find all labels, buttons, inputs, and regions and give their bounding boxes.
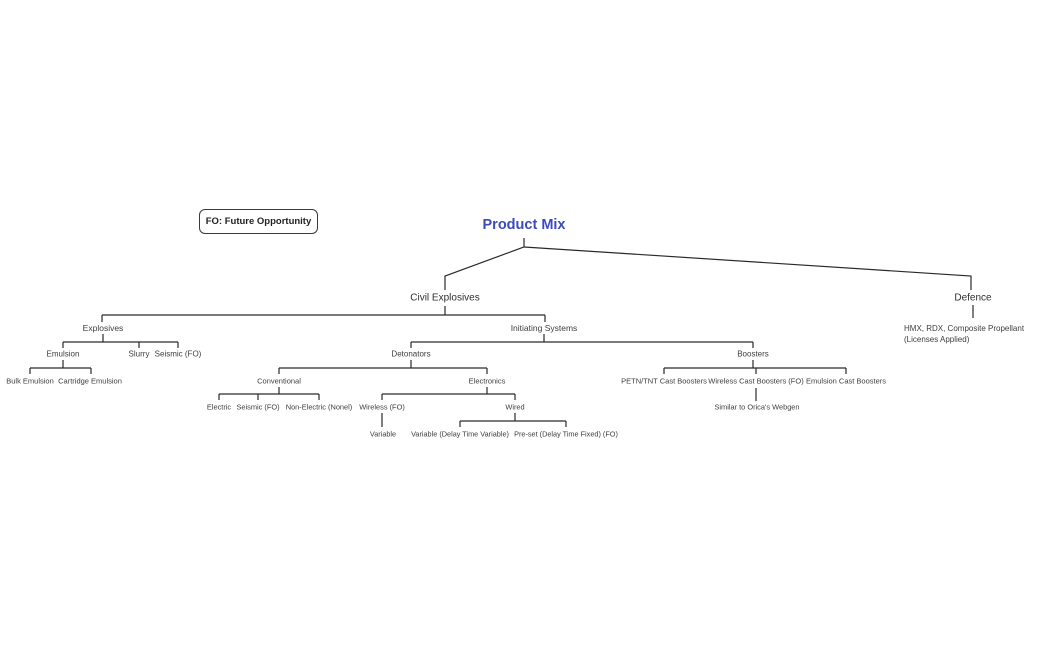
node-product-mix: Product Mix: [482, 217, 566, 233]
node-explosives: Explosives: [82, 323, 124, 333]
connector-root-to-defence: [524, 247, 971, 290]
legend-label: FO: Future Opportunity: [205, 216, 312, 227]
node-electric: Electric: [206, 402, 232, 412]
connector-root-to-civil: [445, 238, 524, 290]
node-wired: Wired: [505, 402, 525, 412]
connector-emulsion-bus: [30, 360, 91, 374]
node-variable: Variable: [369, 429, 397, 439]
connector-explosives-bus: [63, 334, 178, 348]
node-seismic-fo-explosives: Seismic (FO): [154, 349, 202, 359]
node-similar-to-webgen: Similar to Orica's Webgen: [714, 402, 800, 412]
node-emulsion-cast-boosters: Emulsion Cast Boosters: [805, 376, 887, 386]
node-seismic-fo-detonators: Seismic (FO): [236, 402, 280, 412]
connector-initiating-bus: [411, 334, 753, 348]
node-emulsion: Emulsion: [46, 349, 80, 359]
connector-boosters-bus: [664, 360, 846, 374]
node-boosters: Boosters: [737, 349, 769, 359]
node-electronics: Electronics: [468, 376, 506, 386]
node-conventional: Conventional: [257, 376, 301, 386]
node-variable-delay-time: Variable (Delay Time Variable): [411, 429, 509, 439]
node-slurry: Slurry: [128, 349, 150, 359]
node-petn-tnt-cast-boosters: PETN/TNT Cast Boosters: [621, 376, 707, 386]
node-civil-explosives: Civil Explosives: [410, 292, 480, 304]
legend-box: [199, 209, 318, 234]
connector-civil-bus: [102, 306, 545, 322]
node-detonators: Detonators: [391, 349, 431, 359]
node-preset-delay-time: Pre-set (Delay Time Fixed) (FO): [514, 429, 618, 439]
node-defence-detail: HMX, RDX, Composite Propellant (Licenses Applied): [904, 324, 1025, 344]
connector-wired-bus: [460, 413, 566, 427]
connector-electronics-bus: [382, 387, 515, 400]
node-defence: Defence: [954, 292, 992, 304]
node-cartridge-emulsion: Cartridge Emulsion: [58, 376, 122, 386]
connector-conventional-bus: [219, 387, 319, 400]
node-wireless-cast-boosters: Wireless Cast Boosters (FO): [708, 376, 804, 386]
node-bulk-emulsion: Bulk Emulsion: [6, 376, 54, 386]
node-initiating-systems: Initiating Systems: [510, 323, 578, 333]
node-wireless-fo: Wireless (FO): [359, 402, 405, 412]
node-non-electric-nonel: Non-Electric (Nonel): [285, 402, 353, 412]
connector-detonators-bus: [279, 360, 487, 374]
